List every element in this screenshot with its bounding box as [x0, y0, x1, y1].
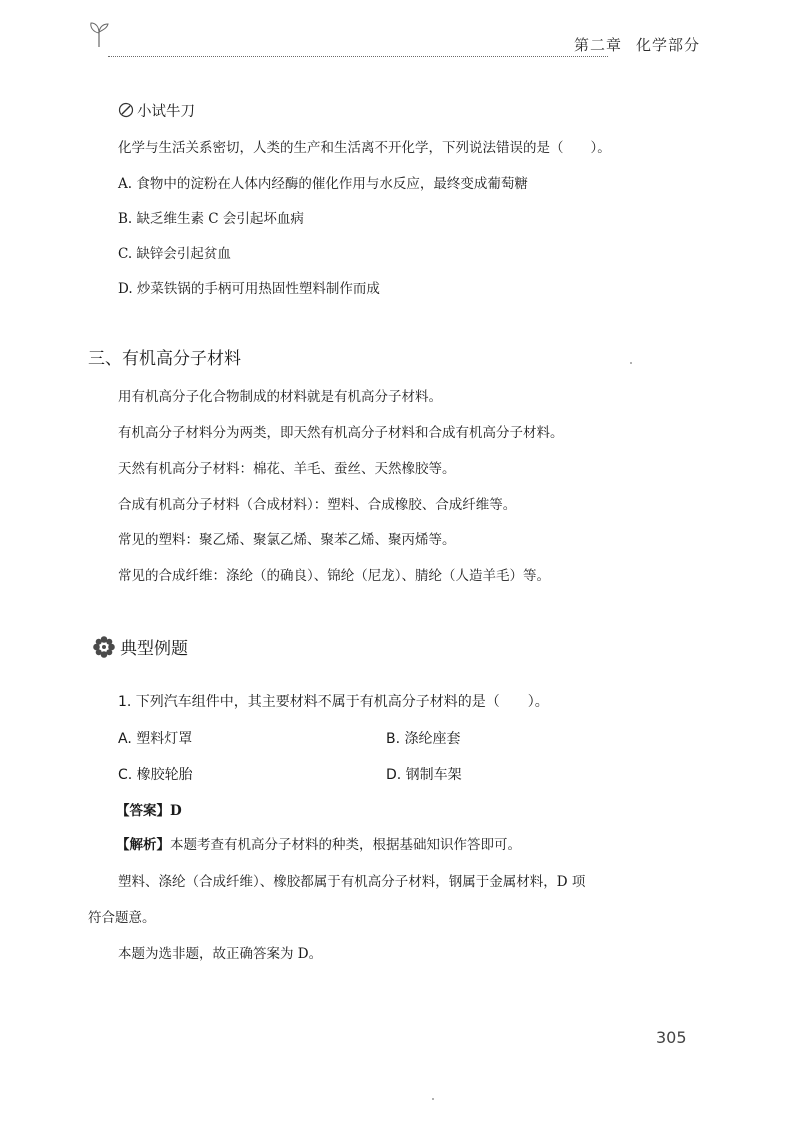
example-option-d: D. 钢制车架	[386, 767, 462, 783]
example-heading	[92, 634, 188, 659]
chapter-title: 化学部分	[635, 36, 700, 54]
flower-icon	[92, 635, 116, 659]
quiz-option-b: B. 缺乏维生素 C 会引起坏血病	[118, 211, 304, 227]
scan-speck	[432, 1098, 434, 1100]
explanation-line-2: 符合题意。	[88, 910, 156, 926]
quiz-option-c: C. 缺锌会引起贫血	[118, 246, 231, 262]
example-option-a: A. 塑料灯罩	[118, 731, 193, 747]
section-line: 合成有机高分子材料（合成材料）：塑料、合成橡胶、合成纤维等。	[118, 497, 517, 513]
quiz-option-a: A. 食物中的淀粉在人体内经酶的催化作用与水反应，最终变成葡萄糖	[118, 176, 528, 192]
section-line: 用有机高分子化合物制成的材料就是有机高分子材料。	[118, 389, 442, 405]
scan-speck	[630, 362, 632, 364]
quiz-question: 化学与生活关系密切，人类的生产和生活离不开化学，下列说法错误的是（ ）。	[118, 140, 611, 156]
explanation-line-1: 塑料、涤纶（合成纤维）、橡胶都属于有机高分子材料，钢属于金属材料，D 项	[118, 874, 586, 890]
analysis-text: 本题考查有机高分子材料的种类，根据基础知识作答即可。	[170, 837, 521, 853]
pencil-icon	[118, 102, 134, 118]
conclusion: 本题为选非题，故正确答案为 D。	[118, 946, 323, 962]
example-option-c: C. 橡胶轮胎	[118, 767, 193, 783]
page-header	[88, 18, 700, 58]
section-line: 天然有机高分子材料：棉花、羊毛、蚕丝、天然橡胶等。	[118, 461, 456, 477]
header-rule	[108, 56, 608, 57]
chapter-number: 第二章	[573, 36, 622, 54]
answer-line	[116, 799, 182, 819]
analysis-label: 【解析】	[116, 837, 170, 853]
section-title: 三、有机高分子材料	[88, 349, 241, 369]
quiz-option-d: D. 炒菜铁锅的手柄可用热固性塑料制作而成	[118, 281, 380, 297]
example-question: 1. 下列汽车组件中，其主要材料不属于有机高分子材料的是（ ）。	[118, 694, 549, 710]
example-title: 典型例题	[120, 639, 188, 659]
analysis-line	[116, 833, 521, 853]
quiz-title: 小试牛刀	[137, 104, 195, 120]
section-line: 常见的合成纤维：涤纶（的确良）、锦纶（尼龙）、腈纶（人造羊毛）等。	[118, 568, 550, 584]
section-line: 常见的塑料：聚乙烯、聚氯乙烯、聚苯乙烯、聚丙烯等。	[118, 532, 456, 548]
answer-label: 【答案】	[116, 803, 170, 819]
quiz-heading	[118, 100, 195, 121]
page-number: 305	[656, 1028, 687, 1047]
chapter-label	[560, 34, 700, 55]
example-option-b: B. 涤纶座套	[386, 731, 461, 747]
sprout-icon	[88, 20, 110, 48]
section-line: 有机高分子材料分为两类，即天然有机高分子材料和合成有机高分子材料。	[118, 425, 564, 441]
answer-value: D	[170, 803, 182, 819]
